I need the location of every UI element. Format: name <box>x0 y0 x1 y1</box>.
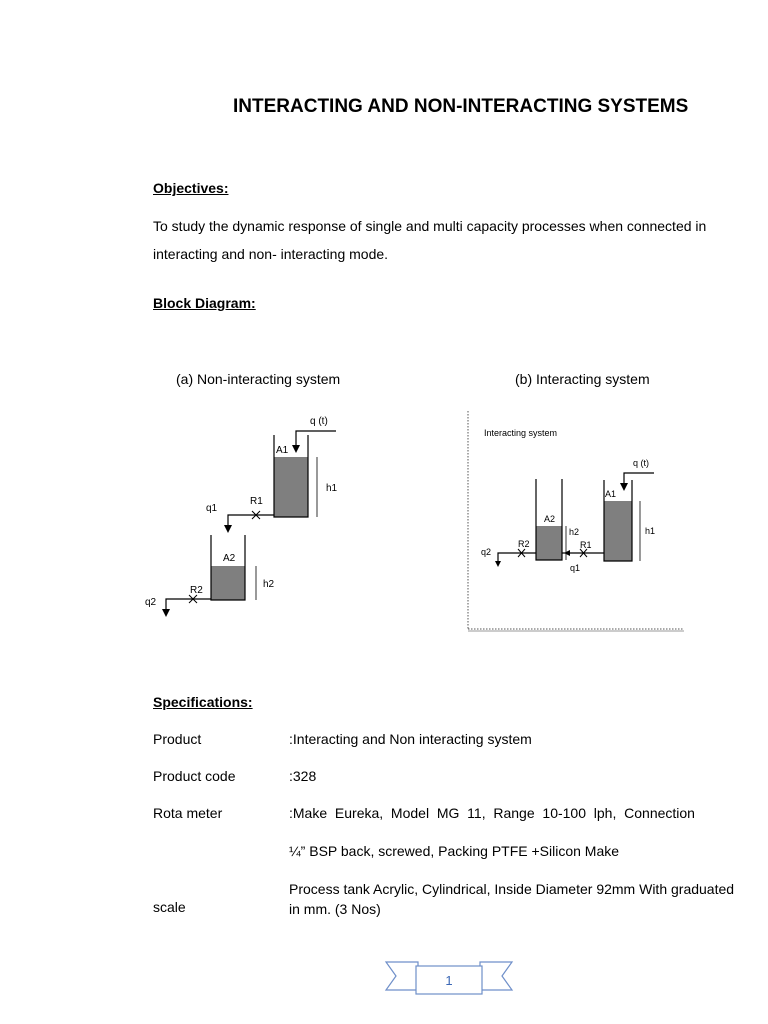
caption-interacting: (b) Interacting system <box>515 371 650 387</box>
objectives-text-line1: To study the dynamic response of single and multi capacity processes when connected in <box>153 218 707 234</box>
tank1-liquid <box>274 457 308 517</box>
spec-value-product-code: :328 <box>289 768 317 784</box>
inflow-pipe-b <box>624 473 654 487</box>
q2-arrow <box>162 609 170 617</box>
title-text: INTERACTING AND NON-INTERACTING SYSTEMS <box>233 96 689 117</box>
ribbon-left-tail <box>386 962 418 990</box>
panel-title: Interacting system <box>484 428 558 438</box>
pipe-q2-b <box>498 553 536 563</box>
interacting-diagram <box>460 405 690 637</box>
objectives-text-line2: interacting and non- interacting mode. <box>153 246 389 262</box>
label-inflow-b: q (t) <box>633 458 650 468</box>
objectives-heading: Objectives: <box>153 180 229 196</box>
spec-value-rotameter: :Make Eureka, Model MG 11, Range 10-100 lph, Connection <box>289 805 695 821</box>
label-q2: q2 <box>145 597 157 608</box>
non-interacting-diagram <box>140 405 360 620</box>
tank2-liquid-b <box>536 526 562 560</box>
q2-arrow-b <box>495 561 501 567</box>
spec-label-product-code: Product code <box>153 768 236 784</box>
pipe-q1 <box>228 515 274 529</box>
spec-label-product: Product <box>153 731 202 747</box>
label-tank2: A2 <box>223 553 236 564</box>
label-r1: R1 <box>250 496 263 507</box>
inflow-pipe <box>296 431 336 449</box>
inflow-arrow <box>292 445 300 453</box>
label-tank2-b: A2 <box>544 514 556 524</box>
spec-value-scale: Process tank Acrylic, Cylindrical, Inside Diameter 92mm With graduated in mm. (3 Nos) <box>289 881 735 917</box>
caption-non-interacting: (a) Non-interacting system <box>176 371 341 387</box>
pipe-q2 <box>166 599 211 613</box>
q1-arrow-b <box>564 550 570 556</box>
label-inflow: q (t) <box>310 416 328 427</box>
inflow-arrow-b <box>620 483 628 491</box>
specifications-heading: Specifications: <box>153 694 253 710</box>
page-number-ribbon <box>384 956 514 998</box>
q1-arrow <box>224 525 232 533</box>
block-diagram-heading: Block Diagram: <box>153 295 256 311</box>
spec-value-rotameter-cont: ¼” BSP back, screwed, Packing PTFE +Silicon Make <box>289 843 620 859</box>
spec-label-rotameter: Rota meter <box>153 805 223 821</box>
label-h2-b: h2 <box>569 527 580 537</box>
label-h1-b: h1 <box>645 526 656 536</box>
label-r2: R2 <box>190 585 203 596</box>
label-h1: h1 <box>326 483 338 494</box>
label-tank1-b: A1 <box>605 489 617 499</box>
label-q1-b: q1 <box>570 563 581 573</box>
tank1-liquid-b <box>604 501 632 561</box>
page-number: 1 <box>445 973 453 988</box>
spec-value-product: :Interacting and Non interacting system <box>289 731 532 747</box>
tank2-liquid <box>211 566 245 600</box>
label-q2-b: q2 <box>481 547 492 557</box>
label-r1-b: R1 <box>580 540 592 550</box>
label-r2-b: R2 <box>518 539 530 549</box>
label-h2: h2 <box>263 579 275 590</box>
label-tank1: A1 <box>276 445 289 456</box>
ribbon-right-tail <box>480 962 512 990</box>
spec-label-scale: scale <box>153 899 186 915</box>
label-q1: q1 <box>206 503 218 514</box>
